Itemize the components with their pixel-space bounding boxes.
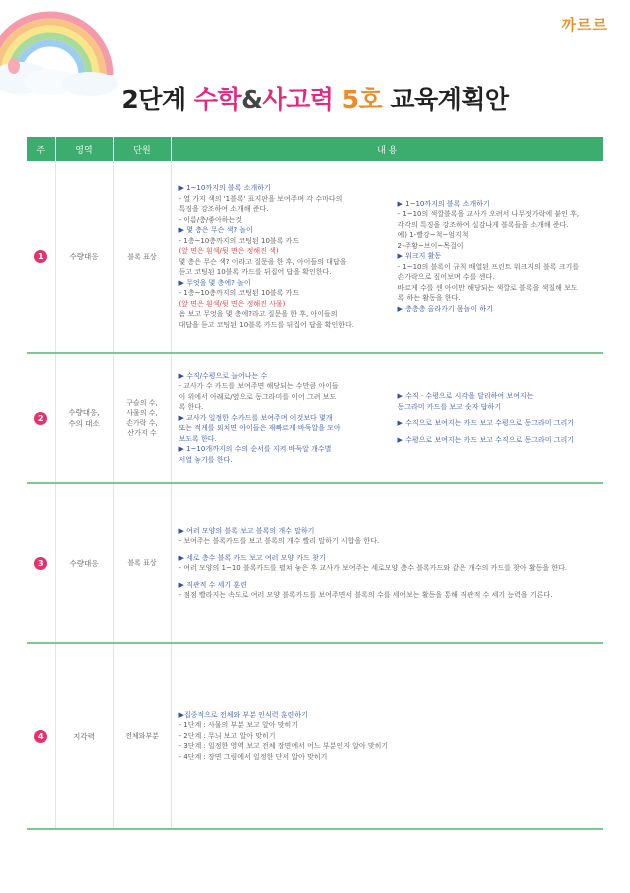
content-right-column bbox=[394, 391, 596, 445]
week-cell bbox=[27, 643, 55, 829]
content-line: 대답을 듣고 코팅된 10블록 카드를 뒤집어 답을 확인한다. bbox=[178, 320, 354, 329]
content-line: - 2단계 : 무늬 보고 알아 맞히기 bbox=[178, 731, 276, 740]
area-cell bbox=[55, 161, 113, 353]
area-cell bbox=[55, 483, 113, 643]
content-line: - 열 가지 색의 '1블록' 표지판을 보여주며 각 수마다의 bbox=[178, 194, 343, 203]
unit-label: 전체와부분 bbox=[125, 732, 159, 740]
content-line: 각각의 특징을 강조하여 실감나게 블록들을 소개해 준다. bbox=[397, 220, 569, 229]
unit-cell bbox=[113, 643, 171, 829]
content-cell bbox=[171, 161, 603, 353]
content-line: ▶ 무엇을 몇 층에? 놀이 bbox=[178, 278, 251, 287]
content-line: 특징을 강조하여 소개해 준다. bbox=[178, 205, 269, 213]
area-cell bbox=[55, 353, 113, 483]
area-label: 수량대응 bbox=[69, 252, 99, 261]
content-line: 동그라미 카드를 보고 숫자 답하기 bbox=[397, 402, 502, 411]
content-line: 록 한다. bbox=[178, 403, 204, 412]
content-left-column bbox=[179, 183, 394, 330]
content-line: ▶ 직관적 수 세기 훈련 bbox=[178, 580, 247, 589]
content-body bbox=[173, 371, 603, 466]
page-title bbox=[0, 80, 630, 116]
table-header-row bbox=[27, 137, 603, 161]
content-line: 몇 층은 무슨 색? 이라고 질문을 한 후, 아이들의 대답을 bbox=[178, 257, 347, 266]
content-line: 서열 놓기를 한다. bbox=[178, 455, 233, 464]
content-line: (앞 면은 흰색/뒷 면은 정해진 색) bbox=[178, 247, 279, 255]
content-body bbox=[173, 183, 603, 330]
content-line: (앞 면은 흰색/뒷 면은 정해진 사물) bbox=[178, 299, 286, 308]
content-line: ▶ 1~10까지의 블록 소개하기 bbox=[178, 184, 271, 192]
week-number-badge: 4 bbox=[34, 730, 47, 743]
header-unit: 단원 bbox=[113, 137, 171, 161]
content-line: - 점점 빨라지는 속도로 여러 모양 블록카드를 보여주면서 블록의 수를 세어보는 활동을 통해 직관적 수 세기 능력을 기른다. bbox=[178, 591, 553, 599]
content-line: 록 하는 활동을 한다. bbox=[397, 294, 461, 303]
title-thinking: 사고력 bbox=[262, 85, 342, 114]
content-line: ▶ 1~10까지의 블록 소개하기 bbox=[397, 199, 490, 208]
title-math: 수학 bbox=[193, 85, 242, 114]
content-line: ▶ 세로 층수 블록 카드 보고 여러 모양 카드 찾기 bbox=[178, 553, 326, 562]
content-line: ▶ 교사가 일정한 수카드를 보여주며 이것보다 몇개 bbox=[178, 413, 333, 422]
content-columns bbox=[179, 183, 597, 330]
content-line: ▶ 1~10개까지의 수의 순서를 지켜 바둑알 개수별 bbox=[178, 445, 332, 454]
content-body bbox=[173, 710, 603, 763]
week-cell bbox=[27, 483, 55, 643]
content-line: - 4단계 : 장면 그림에서 일정한 단서 알아 맞히기 bbox=[178, 752, 328, 761]
content-columns bbox=[179, 371, 597, 466]
content-cell bbox=[171, 483, 603, 643]
content-cell bbox=[171, 353, 603, 483]
content-line: - 1~10의 색깔블록을 교사가 오려서 나무젓가락에 붙인 후, bbox=[397, 210, 580, 219]
content-line: 옴 보고 무엇을 몇 층에?라고 질문을 한 후, 아이들의 bbox=[178, 310, 338, 318]
unit-label: 구슬의 수, 사물의 수, 손가락 수, 산가지 수 bbox=[126, 399, 158, 437]
week-number-badge: 1 bbox=[34, 250, 47, 263]
content-left-column bbox=[179, 371, 394, 466]
content-line: 바르게 수를 센 아이만 해당되는 색깔로 블록을 색칠해 보도 bbox=[397, 283, 578, 292]
content-line: 손가락으로 짚어보며 수를 센다. bbox=[397, 273, 495, 282]
content-line: ▶ 수직/수평으로 늘어나는 수 bbox=[178, 371, 268, 380]
area-label: 지각력 bbox=[73, 731, 95, 741]
unit-cell bbox=[113, 161, 171, 353]
content-line: ▶ 수평으로 보여지는 카드 보고 수직으로 동그라미 그리기 bbox=[397, 435, 575, 444]
week-number-badge: 3 bbox=[34, 557, 47, 570]
week-number-badge: 2 bbox=[34, 412, 47, 425]
week-cell bbox=[27, 161, 55, 353]
content-line: 이 위에서 아래로/옆으로 동그라미를 이어 그려 보도 bbox=[178, 392, 337, 401]
unit-cell bbox=[113, 483, 171, 643]
week-cell bbox=[27, 353, 55, 483]
table-row bbox=[27, 483, 603, 643]
content-line: ▶ 몇 층은 무슨 색? 놀이 bbox=[178, 226, 253, 234]
content-line: 예) 1-빨강~척~엄지척 bbox=[397, 231, 469, 240]
content-line: - 1층~10층까지의 코팅된 10블록 카드 bbox=[178, 236, 300, 245]
content-line: ▶ 여러 모양의 블록 보고 블록의 개수 말하기 bbox=[178, 526, 315, 535]
unit-cell bbox=[113, 353, 171, 483]
content-line: 듣고 코팅된 10블록 카드를 뒤집어 답을 확인한다. bbox=[178, 268, 332, 276]
content-line: - 3단계 : 일정한 영역 보고 전체 장면에서 어느 부분인지 알아 맞히기 bbox=[178, 742, 389, 751]
content-line: ▶ 층층층 올라가기 몸놀이 하기 bbox=[397, 304, 493, 313]
content-line: 또는 적게를 외치면 아이들은 재빠르게 바둑알을 모아 bbox=[178, 424, 341, 433]
content-line: - 1~10의 블록이 규칙 배열된 프린트 워크지의 블록 크기를 bbox=[397, 262, 580, 271]
title-level: 2단계 bbox=[121, 85, 194, 114]
curriculum-table bbox=[27, 137, 603, 830]
title-issue: 5호 bbox=[341, 85, 383, 114]
content-body bbox=[173, 526, 603, 601]
content-line: ▶ 수직 · 수평으로 시각을 달리하여 보여지는 bbox=[397, 392, 534, 400]
area-cell bbox=[55, 643, 113, 829]
unit-label: 블록 표상 bbox=[127, 559, 157, 567]
header-area: 영역 bbox=[55, 137, 113, 161]
content-line: - 보여주는 블록카드를 보고 블록의 개수 빨리 말하기 시합을 한다. bbox=[178, 537, 380, 545]
content-right-column bbox=[394, 199, 596, 315]
content-cell bbox=[171, 643, 603, 829]
unit-label: 블록 표상 bbox=[127, 252, 157, 261]
content-line: ▶집중적으로 전체와 부분 인식력 훈련하기 bbox=[178, 710, 308, 719]
title-plan: 교육계획안 bbox=[382, 85, 509, 114]
title-amp: & bbox=[241, 85, 263, 114]
content-line: ▶ 워크지 활동 bbox=[397, 252, 442, 261]
content-line: - 1층~10층까지의 코팅된 10블록 카드 bbox=[178, 289, 300, 297]
content-line: - 교사가 수 카드를 보여주면 해당되는 수만큼 아이들 bbox=[178, 382, 339, 391]
table-row bbox=[27, 643, 603, 829]
area-label: 수량대응 bbox=[69, 558, 99, 568]
content-line: 보도록 한다. bbox=[178, 434, 217, 443]
brand-logo: 까르르 bbox=[561, 16, 608, 34]
area-label: 수량대응, 수의 대소 bbox=[68, 408, 100, 428]
content-line: - 이름/층/좋아하는것 bbox=[178, 215, 243, 224]
table-row bbox=[27, 353, 603, 483]
content-line: - 여러 모양의 1~10 블록카드를 펼쳐 놓은 후 교사가 보여주는 세로모양 층수 블록카드와 같은 개수의 카드를 찾아 활동을 한다. bbox=[178, 564, 568, 572]
content-line: ▶ 수직으로 보여지는 카드 보고 수평으로 동그라미 그리기 bbox=[397, 419, 575, 427]
table-row bbox=[27, 161, 603, 353]
content-line: - 1단계 : 사물의 부분 보고 알아 맞히기 bbox=[178, 721, 299, 730]
header-content: 내 용 bbox=[171, 137, 603, 161]
header-week: 주 bbox=[27, 137, 55, 161]
content-line: 2-주황~브이~목걸이 bbox=[397, 241, 464, 250]
